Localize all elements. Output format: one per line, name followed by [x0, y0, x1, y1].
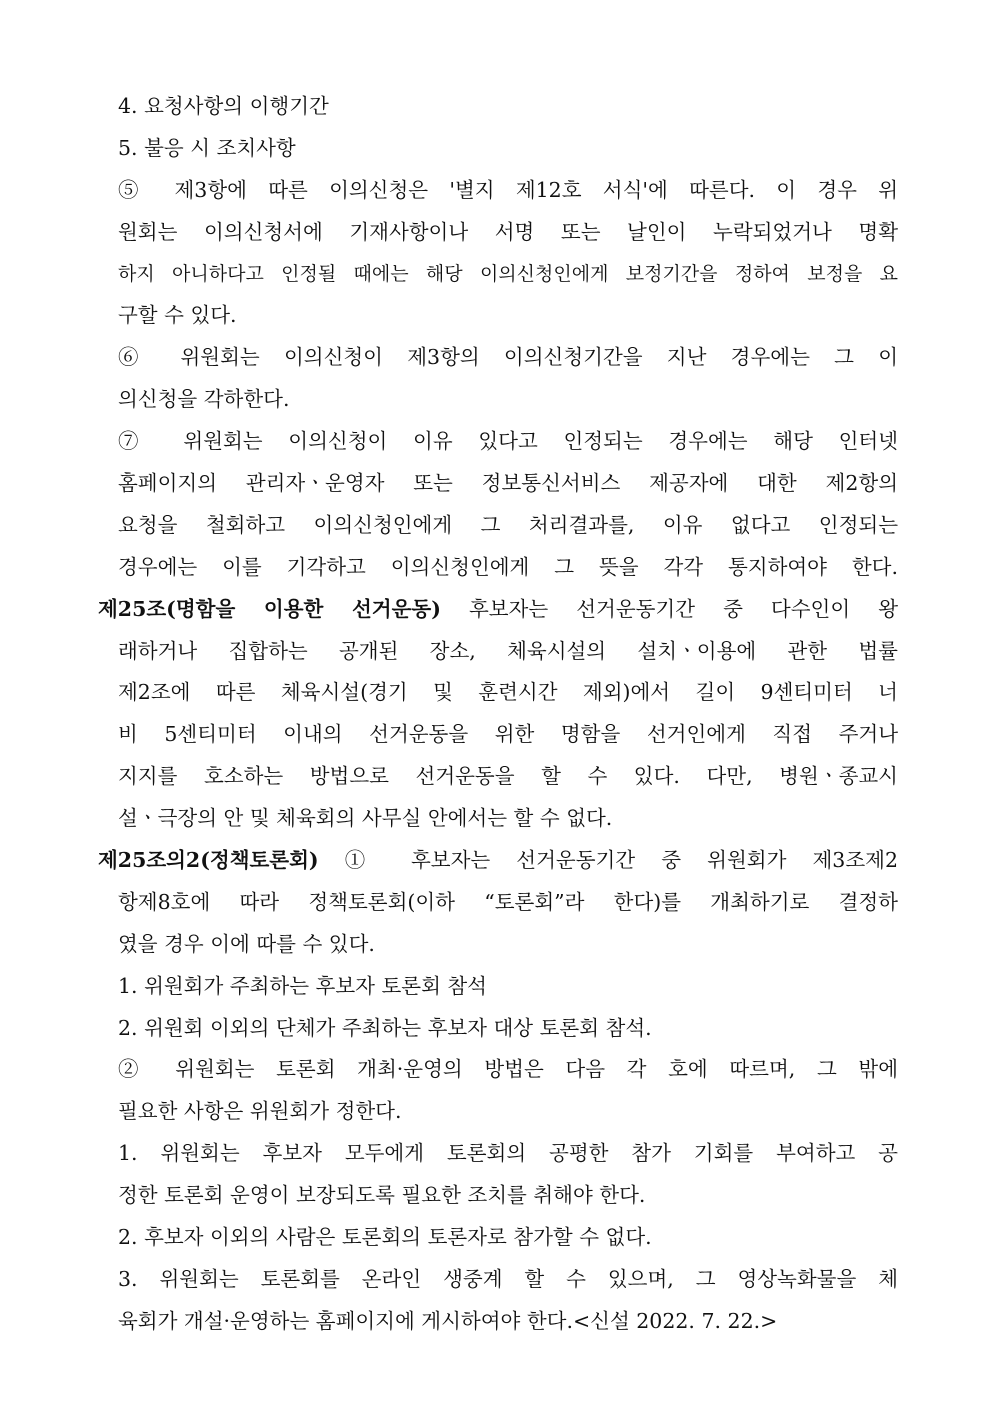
text-line: 항제8호에 따라 정책토론회(이하 “토론회”라 한다)를 개최하기로 결정하 — [118, 889, 898, 914]
text-line: 요청을 철회하고 이의신청인에게 그 처리결과를, 이유 없다고 인정되는 — [118, 512, 898, 537]
text-line: ⑤ 제3항에 따른 이의신청은 '별지 제12호 서식'에 따른다. 이 경우 위 — [118, 177, 898, 202]
article-25-2-text: ① 후보자는 선거운동기간 중 위원회가 제3조제2 — [318, 848, 898, 873]
text-line: 의신청을 각하한다. — [118, 387, 290, 412]
text-line: 1. 위원회는 후보자 모두에게 토론회의 공평한 참가 기회를 부여하고 공 — [118, 1141, 898, 1166]
text-line: 1. 위원회가 주최하는 후보자 토론회 참석 — [118, 973, 487, 998]
article-25-2-heading: 제25조의2(정책토론회) — [98, 848, 319, 873]
text-line: 2. 후보자 이외의 사람은 토론회의 토론자로 참가할 수 없다. — [118, 1225, 652, 1250]
text-line: ⑥ 위원회는 이의신청이 제3항의 이의신청기간을 지난 경우에는 그 이 — [118, 345, 898, 370]
text-line: ② 위원회는 토론회 개최·운영의 방법은 다음 각 호에 따르며, 그 밖에 — [118, 1057, 898, 1082]
text-line: 지지를 호소하는 방법으로 선거운동을 할 수 있다. 다만, 병원ㆍ종교시 — [118, 764, 898, 789]
text-line: 구할 수 있다. — [118, 303, 237, 328]
text-line: 육회가 개설·운영하는 홈페이지에 게시하여야 한다.<신설 2022. 7. 22.> — [118, 1308, 778, 1333]
text-line: 하지 아니하다고 인정될 때에는 해당 이의신청인에게 보정기간을 정하여 보정을 요 — [118, 262, 898, 285]
text-line: 제2조에 따른 체육시설(경기 및 훈련시간 제외)에서 길이 9센티미터 너 — [118, 680, 898, 705]
text-line: 설ㆍ극장의 안 및 체육회의 사무실 안에서는 할 수 없다. — [118, 806, 613, 831]
article-25-text: 후보자는 선거운동기간 중 다수인이 왕 — [440, 596, 898, 621]
text-line: 경우에는 이를 기각하고 이의신청인에게 그 뜻을 각각 통지하여야 한다. — [118, 554, 898, 579]
article-25-2-first-line — [98, 840, 898, 882]
text-line: 였을 경우 이에 따를 수 있다. — [118, 931, 375, 956]
document-body — [98, 86, 898, 1343]
text-line: ⑦ 위원회는 이의신청이 이유 있다고 인정되는 경우에는 해당 인터넷 — [118, 429, 898, 454]
text-line: 4. 요청사항의 이행기간 — [118, 94, 329, 118]
text-line: 3. 위원회는 토론회를 온라인 생중계 할 수 있으며, 그 영상녹화물을 체 — [118, 1266, 898, 1291]
text-line: 필요한 사항은 위원회가 정한다. — [118, 1099, 402, 1124]
text-line: 2. 위원회 이외의 단체가 주최하는 후보자 대상 토론회 참석. — [118, 1015, 652, 1040]
text-line: 정한 토론회 운영이 보장되도록 필요한 조치를 취해야 한다. — [118, 1183, 646, 1208]
text-line: 홈페이지의 관리자ㆍ운영자 또는 정보통신서비스 제공자에 대한 제2항의 — [118, 471, 898, 496]
text-line: 래하거나 집합하는 공개된 장소, 체육시설의 설치ㆍ이용에 관한 법률 — [118, 638, 898, 663]
text-line: 5. 불응 시 조치사항 — [118, 135, 296, 160]
article-25-first-line — [98, 589, 898, 631]
text-line: 원회는 이의신청서에 기재사항이나 서명 또는 날인이 누락되었거나 명확 — [118, 219, 898, 244]
article-25-heading: 제25조(명함을 이용한 선거운동) — [98, 596, 441, 621]
text-line: 비 5센티미터 이내의 선거운동을 위한 명함을 선거인에게 직접 주거나 — [118, 722, 898, 747]
